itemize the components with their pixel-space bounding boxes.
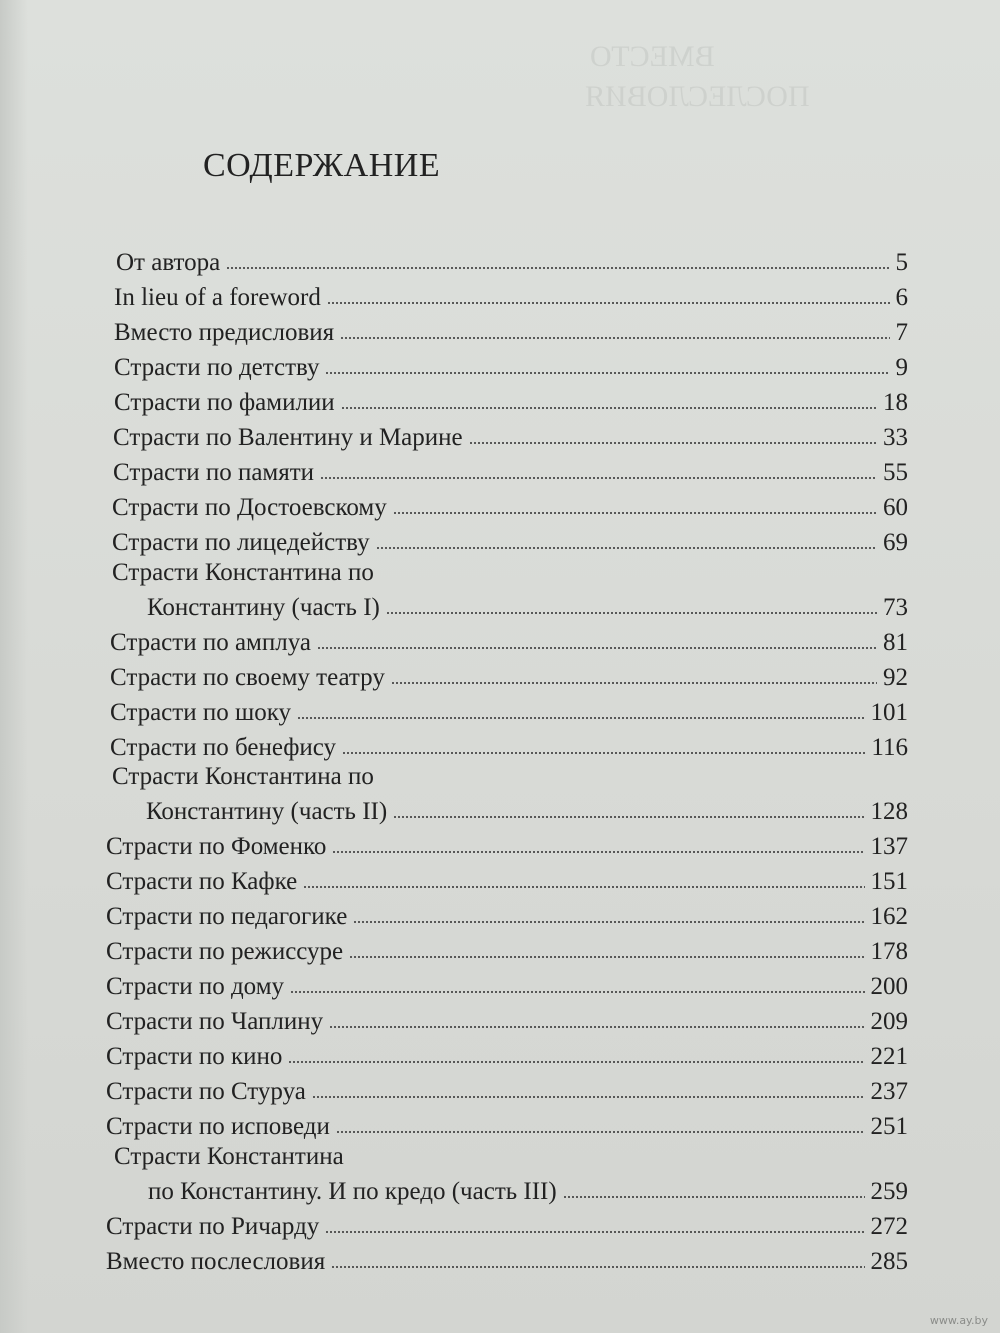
toc-page-number: 101 [870,699,908,726]
dot-leader [320,475,877,481]
toc-entry-title: От автора [116,249,221,276]
toc-entry[interactable] [110,698,908,728]
dot-leader [386,610,877,616]
dot-leader [353,919,864,925]
toc-entry[interactable] [110,663,908,693]
toc-entry[interactable] [148,1177,908,1207]
dot-leader [376,545,877,551]
dot-leader [317,645,877,651]
dot-leader [342,750,865,756]
toc-entry-title: по Константину. И по кредо (часть III) [148,1178,557,1205]
toc-entry-title: Страсти по педагогике [106,903,348,930]
toc-page-number: 259 [870,1178,908,1205]
toc-page-number: 55 [883,459,908,486]
toc-entry[interactable] [114,318,908,348]
dot-leader [303,884,864,890]
toc-entry-title: Страсти по кино [106,1043,283,1070]
toc-entry[interactable] [113,458,908,488]
watermark: www.ay.by [929,1314,988,1327]
dot-leader [312,1094,865,1100]
dot-leader [329,1024,864,1030]
toc-page-number: 151 [870,868,908,895]
toc-entry[interactable] [106,1112,908,1142]
toc-entry-title: Страсти по Достоевскому [112,494,387,521]
toc-entry[interactable] [106,972,908,1002]
dot-leader [226,265,889,271]
toc-entry-title: Вместо послесловия [106,1248,326,1275]
toc-entry[interactable] [110,733,908,763]
toc-entry-title: Страсти по детству [114,354,320,381]
toc-page-number: 92 [883,664,908,691]
toc-entry[interactable] [147,593,908,623]
toc-page-number: 7 [895,319,908,346]
bleed-through-text: ВМЕСТО [590,40,715,73]
toc-page-number: 251 [870,1113,908,1140]
dot-leader [349,954,864,960]
dot-leader [563,1194,865,1200]
toc-entry[interactable] [106,1007,908,1037]
toc-entry-title: In lieu of a foreword [114,284,321,311]
toc-entry-title: Константину (часть II) [146,798,388,825]
toc-entry-title: Страсти по Чаплину [106,1008,324,1035]
dot-leader [332,849,864,855]
dot-leader [340,335,889,341]
toc-page-number: 272 [870,1213,908,1240]
dot-leader [290,989,864,995]
toc-entry[interactable] [112,493,908,523]
toc-page-number: 178 [870,938,908,965]
toc-entry[interactable] [113,423,908,453]
toc-entry[interactable] [106,902,908,932]
toc-entry-title: Страсти по Кафке [106,868,298,895]
toc-entry[interactable] [106,937,908,967]
dot-leader [391,680,877,686]
dot-leader [393,510,877,516]
toc-page-number: 128 [870,798,908,825]
toc-entry-title: Страсти по своему театру [110,664,385,691]
toc-entry[interactable] [112,528,908,558]
toc-entry-title: Страсти по дому [106,973,285,1000]
toc-page-number: 162 [870,903,908,930]
toc-entry[interactable] [116,248,908,278]
toc-entry[interactable] [106,1247,908,1277]
toc-entry-title: Страсти по режиссуре [106,938,344,965]
dot-leader [288,1059,864,1065]
toc-entry-title: Страсти по исповеди [106,1113,330,1140]
toc-page-number: 9 [895,354,908,381]
toc-entry[interactable] [106,1212,908,1242]
toc-entry[interactable] [106,1077,908,1107]
toc-entry-title: Страсти по фамилии [114,389,335,416]
dot-leader [469,440,877,446]
toc-entry[interactable] [114,353,908,383]
bleed-through-text: ПОСЛЕСЛОВИЯ [585,80,810,113]
dot-leader [393,814,864,820]
toc-entry[interactable] [110,628,908,658]
toc-entry-title: Страсти по Ричарду [106,1213,320,1240]
toc-entry-title: Страсти по Стуруа [106,1078,306,1105]
dot-leader [331,1264,864,1270]
toc-entry-title: Страсти по бенефису [110,734,337,761]
toc-page-number: 137 [870,833,908,860]
toc-page-number: 81 [883,629,908,656]
toc-entry-title: Страсти по шоку [110,699,291,726]
toc-page-number: 33 [883,424,908,451]
toc-entry[interactable] [106,867,908,897]
dot-leader [327,300,890,306]
toc-page-number: 237 [870,1078,908,1105]
dot-leader [325,1229,864,1235]
dot-leader [325,370,889,376]
toc-entry-title: Страсти по Валентину и Марине [113,424,463,451]
toc-page-number: 69 [883,529,908,556]
toc-page-number: 116 [871,734,908,761]
toc-entry-title: Вместо предисловия [114,319,335,346]
toc-entry[interactable] [146,797,908,827]
toc-page-number: 5 [895,249,908,276]
page-title: СОДЕРЖАНИЕ [203,147,441,184]
toc-entry[interactable] [114,283,908,313]
toc-entry-title-line: Страсти Константина по [112,559,374,586]
toc-page-number: 209 [870,1008,908,1035]
dot-leader [336,1129,865,1135]
toc-entry[interactable] [106,1042,908,1072]
toc-entry-title: Константину (часть I) [147,594,380,621]
toc-entry[interactable] [114,388,908,418]
toc-page-number: 18 [883,389,908,416]
toc-page-number: 73 [883,594,908,621]
toc-page-number: 200 [870,973,908,1000]
toc-entry-title: Страсти по лицедейству [112,529,370,556]
toc-entry-title: Страсти по Фоменко [106,833,327,860]
toc-page-number: 6 [895,284,908,311]
toc-entry-title-line: Страсти Константина [114,1143,344,1170]
toc-entry-title: Страсти по амплуа [110,629,311,656]
toc-page-number: 285 [870,1248,908,1275]
toc-page-number: 60 [883,494,908,521]
toc-entry-title: Страсти по памяти [113,459,315,486]
toc-entry-title-line: Страсти Константина по [112,763,374,790]
dot-leader [341,405,877,411]
toc-entry[interactable] [106,832,908,862]
toc-page-number: 221 [870,1043,908,1070]
dot-leader [297,715,865,721]
